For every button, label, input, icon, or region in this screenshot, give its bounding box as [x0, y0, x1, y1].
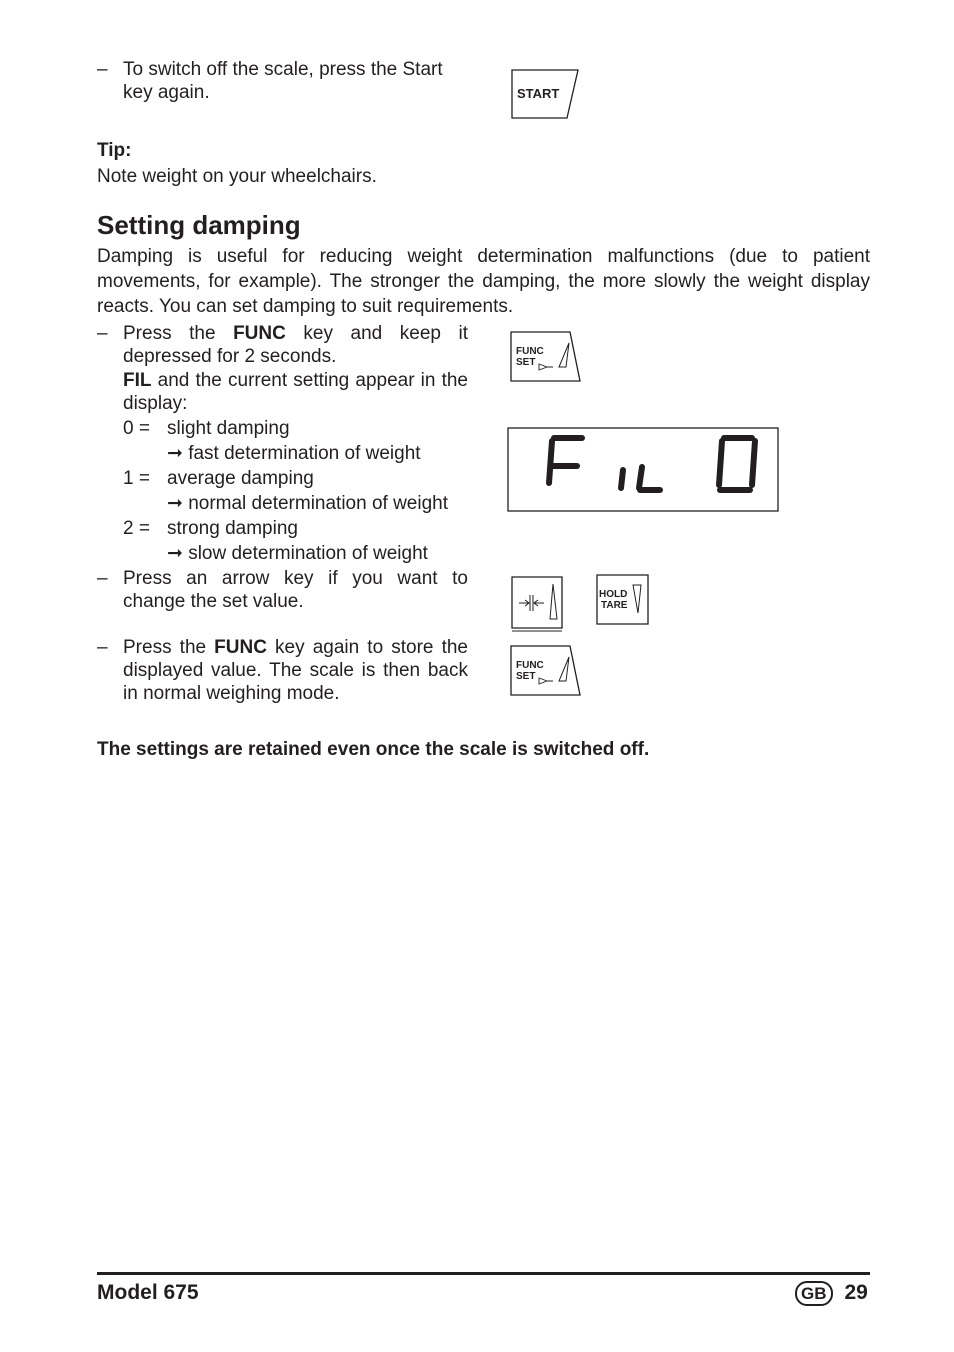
tip-label: Tip: — [97, 140, 132, 161]
svg-text:SET: SET — [516, 671, 536, 682]
func-set-key-icon — [509, 330, 583, 384]
page-number: 29 — [844, 1281, 868, 1304]
damping-option-num: 0 = — [123, 418, 150, 439]
footer-model: Model 675 — [97, 1281, 199, 1304]
damping-option-result: ➞ slow determination of weight — [167, 543, 428, 564]
language-badge: GB — [795, 1281, 833, 1306]
arrow-key-icon — [510, 575, 566, 633]
svg-text:HOLD: HOLD — [599, 589, 628, 600]
section-title: Setting damping — [97, 210, 301, 240]
list-dash: – — [97, 637, 108, 658]
step3-text: Press the FUNC key again to store the displayed value. The scale is then back in normal weighing mode. — [123, 637, 468, 704]
switch-off-instruction: To switch off the scale, press the Start key again. — [123, 59, 443, 103]
damping-option-label: slight damping — [167, 418, 290, 439]
damping-option-label: average damping — [167, 468, 314, 489]
arrow-icon: ➞ — [167, 493, 183, 514]
svg-text:TARE: TARE — [601, 600, 628, 611]
svg-text:FUNC: FUNC — [516, 346, 544, 357]
step1-display-note: FIL and the current setting appear in the display: — [123, 370, 468, 414]
arrow-icon: ➞ — [167, 543, 183, 564]
start-key-icon — [510, 68, 580, 120]
damping-option-result: ➞ normal determination of weight — [167, 493, 449, 514]
damping-option-num: 2 = — [123, 518, 150, 539]
list-dash: – — [97, 59, 108, 80]
damping-option-label: strong damping — [167, 518, 298, 539]
tip-text: Note weight on your wheelchairs. — [97, 166, 377, 187]
svg-text:START: START — [517, 86, 560, 101]
step2-text: Press an arrow key if you want to change the set value. — [123, 568, 468, 612]
arrow-icon: ➞ — [167, 443, 183, 464]
list-dash: – — [97, 568, 108, 589]
retention-note: The settings are retained even once the scale is switched off. — [97, 739, 650, 760]
svg-text:SET: SET — [516, 357, 536, 368]
hold-tare-key-icon — [595, 573, 653, 627]
footer-page-info — [795, 1280, 868, 1306]
footer-rule — [97, 1272, 870, 1275]
section-intro-paragraph: Damping is useful for reducing weight determination malfunctions (due to patient movements, for example). The stronger the damping, the more slowly the weight display reacts. You can set damping to suit requirements. — [97, 246, 870, 317]
step1-text: Press the FUNC key and keep it depressed for 2 seconds. — [123, 323, 468, 367]
damping-option-num: 1 = — [123, 468, 150, 489]
damping-option-result: ➞ fast determination of weight — [167, 443, 421, 464]
scale-display — [507, 427, 780, 513]
func-set-key-icon — [509, 644, 583, 698]
svg-text:FUNC: FUNC — [516, 660, 544, 671]
list-dash: – — [97, 323, 108, 344]
